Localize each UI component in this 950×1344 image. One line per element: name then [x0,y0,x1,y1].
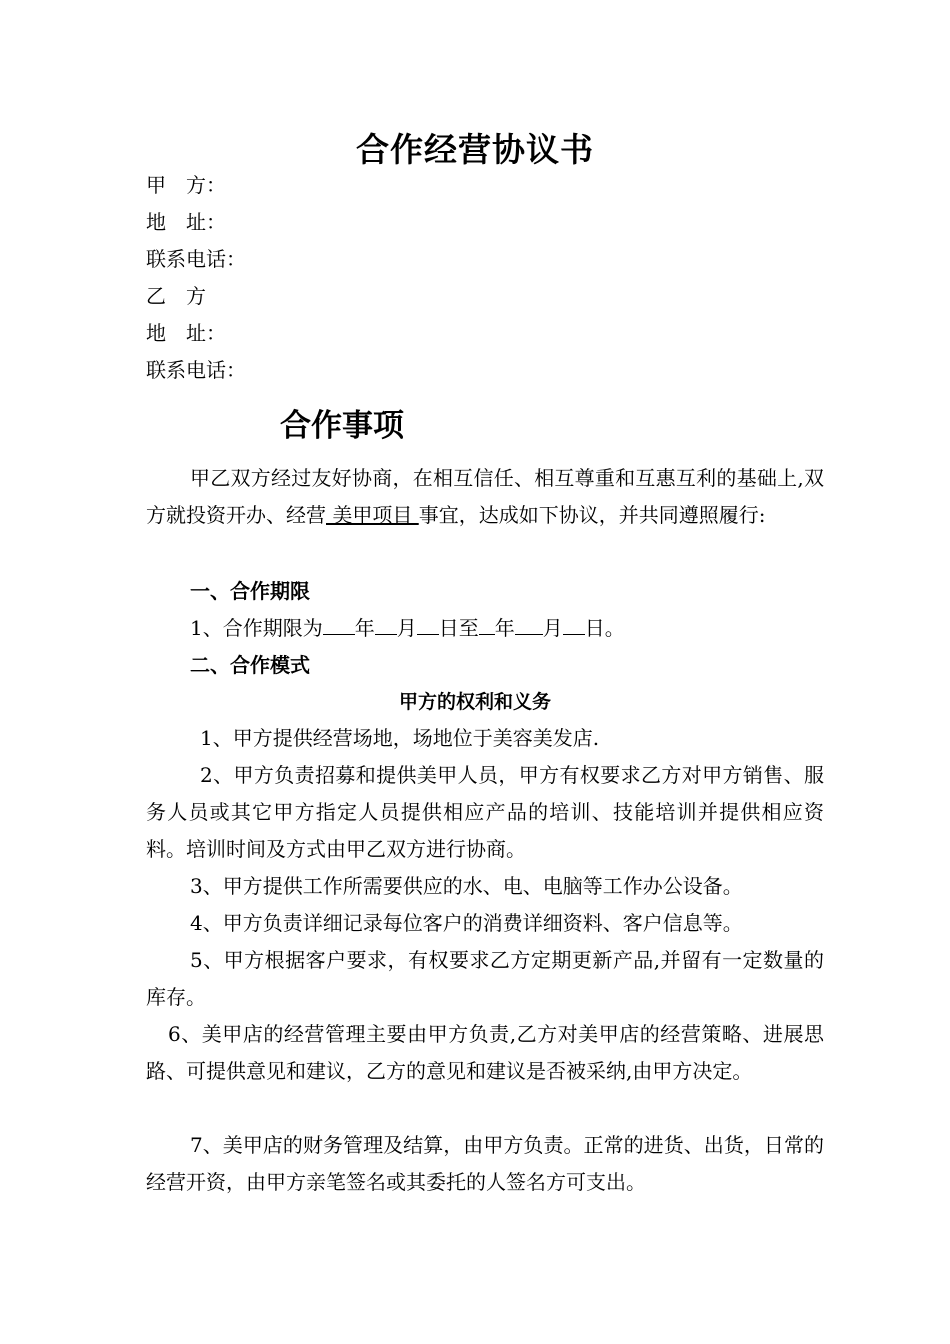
term-month-start: 月 [396,616,417,640]
project-name: 美甲项目 [326,503,419,527]
term-year-end: 年 [494,616,515,640]
term-day-start: 日至 [438,616,479,640]
party-a-address-label: 地 址： [146,210,226,234]
blank-year-end [479,612,495,635]
blank-year-start [323,612,355,635]
party-b-phone-label: 联系电话： [146,358,246,382]
party-a-item-1: 1、甲方提供经营场地，场地位于美容美发店. [200,726,600,750]
party-a-item-7: 7、美甲店的财务管理及结算，由甲方负责。正常的进货、出货，日常的经营开资，由甲方亲笔签名或其委托的人签名方可支出。 [146,1133,824,1194]
blank-month-end [515,612,543,635]
party-a-item-3: 3、甲方提供工作所需要供应的水、电、电脑等工作办公设备。 [190,874,743,898]
blank-day-end [563,612,585,635]
term-prefix: 1、合作期限为 [190,616,323,640]
party-a-item-6: 6、美甲店的经营管理主要由甲方负责,乙方对美甲店的经营策略、进展思路、可提供意见和建议，乙方的意见和建议是否被采纳,由甲方决定。 [146,1022,824,1083]
party-a-name-label: 甲 方： [146,173,226,197]
term-line [190,610,625,647]
intro-text-part1: 甲乙双方经过友好协商，在相互信任、相互尊重和互惠互利的基础上,双方就投资开办、经营 [146,466,824,527]
intro-text-part2: 事宜，达成如下协议，并共同遵照履行: [418,503,766,527]
term-day-end: 日。 [584,616,625,640]
party-a-item-5: 5、甲方根据客户要求，有权要求乙方定期更新产品,并留有一定数量的库存。 [146,948,824,1009]
party-b-name-label: 乙 方 [146,284,206,308]
clause-2-heading: 二、合作模式 [190,653,310,677]
document-title: 合作经营协议书 [356,130,594,169]
term-month-end: 月 [542,616,563,640]
blank-day-start [417,612,439,635]
party-a-rights-subheading: 甲方的权利和义务 [398,691,551,713]
party-a-item-2: 2、甲方负责招募和提供美甲人员，甲方有权要求乙方对甲方销售、服务人员或其它甲方指定人员提供相应产品的培训、技能培训并提供相应资料。培训时间及方式由甲乙双方进行协商。 [146,763,824,861]
blank-month-start [375,612,397,635]
clause-1-heading: 一、合作期限 [190,579,310,603]
section-heading: 合作事项 [280,408,404,444]
intro-paragraph [146,460,824,534]
party-a-phone-label: 联系电话： [146,247,246,271]
party-b-address-label: 地 址： [146,321,226,345]
party-a-item-4: 4、甲方负责详细记录每位客户的消费详细资料、客户信息等。 [190,911,743,935]
term-year-start: 年 [354,616,375,640]
